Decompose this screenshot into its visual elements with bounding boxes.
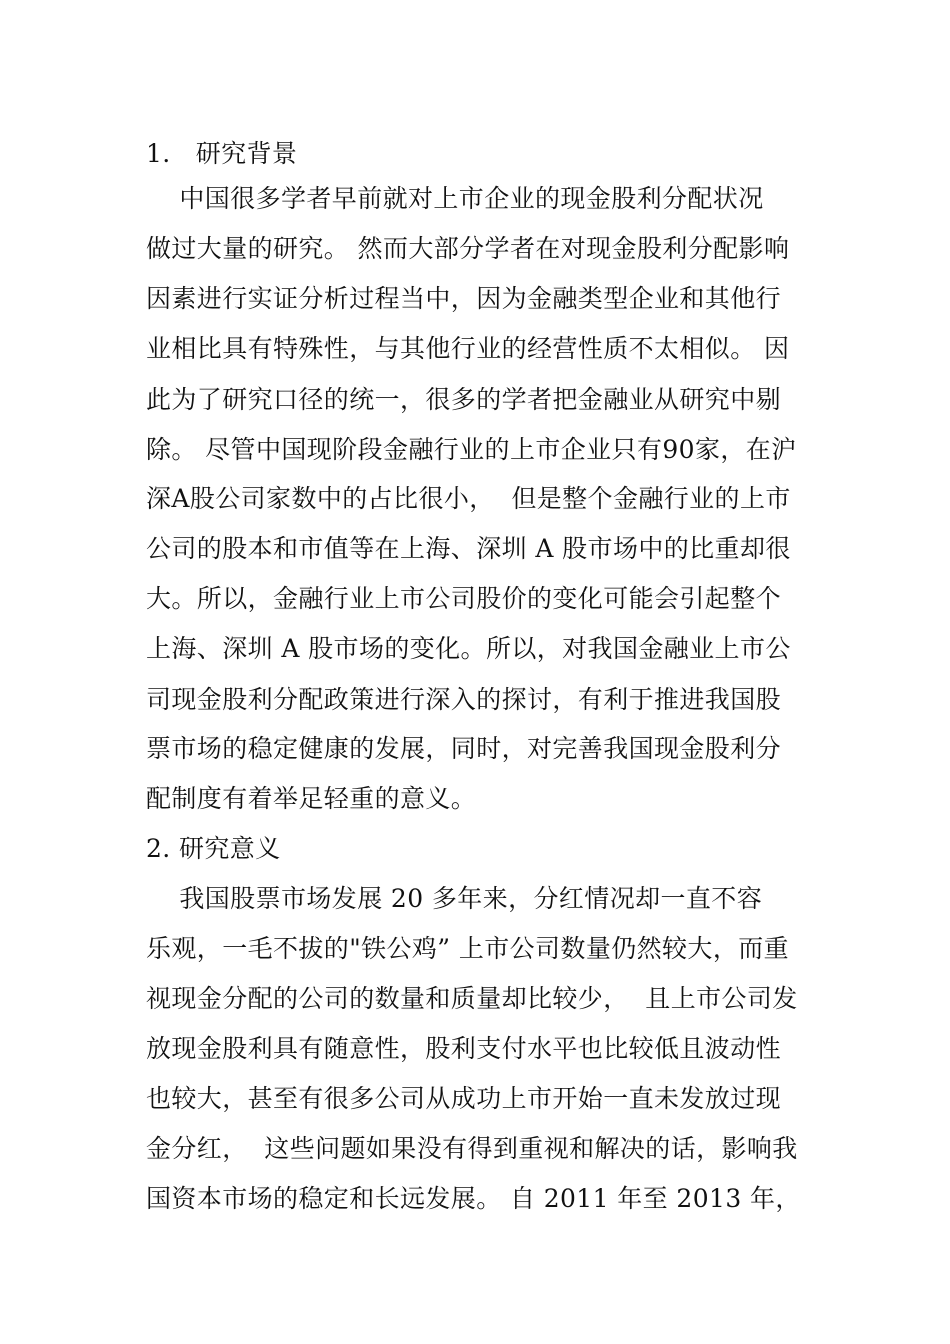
paragraph-line: 国资本市场的稳定和长远发展。 自 2011 年至 2013 年， (146, 1184, 801, 1213)
paragraph-line: 乐观，一毛不拔的"铁公鸡” 上市公司数量仍然较大，而重 (146, 934, 790, 963)
paragraph-line: 深A股公司家数中的占比很小， 但是整个金融行业的上市 (146, 484, 791, 513)
paragraph-line: 因素进行实证分析过程当中，因为金融类型企业和其他行 (146, 284, 782, 313)
section-heading-significance: 2. 研究意义 (146, 834, 281, 863)
paragraph-line: 除。 尽管中国现阶段金融行业的上市企业只有90家，在沪 (146, 435, 797, 464)
paragraph-line: 我国股票市场发展 20 多年来，分红情况却一直不容 (146, 884, 763, 913)
paragraph-line: 业相比具有特殊性，与其他行业的经营性质不太相似。 因 (146, 334, 790, 363)
section-heading-background: 1. 研究背景 (146, 139, 298, 168)
paragraph-line: 上海、深圳 A 股市场的变化。所以，对我国金融业上市公 (146, 634, 791, 663)
paragraph-line: 大。所以，金融行业上市公司股价的变化可能会引起整个 (146, 584, 782, 613)
paragraph-line: 中国很多学者早前就对上市企业的现金股利分配状况 (146, 184, 764, 213)
paragraph-line: 配制度有着举足轻重的意义。 (146, 784, 477, 813)
paragraph-line: 视现金分配的公司的数量和质量却比较少， 且上市公司发 (146, 984, 798, 1013)
paragraph-line: 公司的股本和市值等在上海、深圳 A 股市场中的比重却很 (146, 534, 791, 563)
paragraph-line: 金分红， 这些问题如果没有得到重视和解决的话，影响我 (146, 1134, 798, 1163)
paragraph-line: 票市场的稳定健康的发展，同时，对完善我国现金股利分 (146, 734, 782, 763)
paragraph-line: 放现金股利具有随意性，股利支付水平也比较低且波动性 (146, 1034, 782, 1063)
paragraph-line: 司现金股利分配政策进行深入的探讨，有利于推进我国股 (146, 685, 782, 714)
paragraph-line: 此为了研究口径的统一，很多的学者把金融业从研究中剔 (146, 385, 782, 414)
paragraph-line: 做过大量的研究。 然而大部分学者在对现金股利分配影响 (146, 234, 790, 263)
paragraph-line: 也较大，甚至有很多公司从成功上市开始一直未发放过现 (146, 1084, 782, 1113)
